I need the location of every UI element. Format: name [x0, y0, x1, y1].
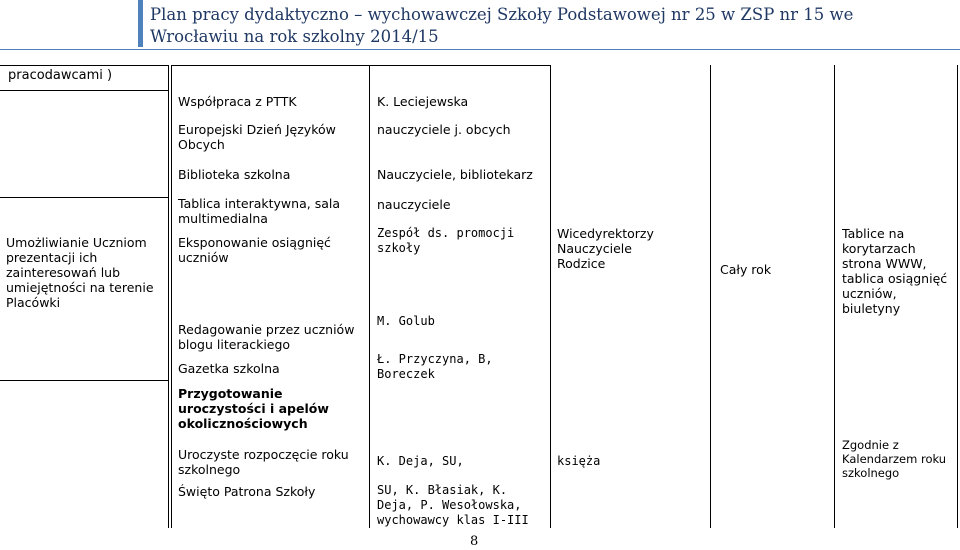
grid-line — [834, 65, 835, 528]
responsible-person: K. Leciejewska — [377, 94, 469, 109]
grid-line — [550, 65, 551, 528]
grid-line — [710, 65, 711, 528]
task-item: Współpraca z PTTK — [178, 94, 297, 109]
task-item: Tablica interaktywna, sala multimedialna — [178, 196, 340, 226]
responsible-person: Ł. Przyczyna, B, Boreczek — [377, 352, 493, 381]
grid-line — [0, 65, 168, 66]
task-item: Święto Patrona Szkoły — [178, 484, 316, 499]
responsible-person: nauczyciele j. obcych — [377, 122, 511, 137]
header-divider — [0, 49, 960, 50]
task-item: Redagowanie przez uczniów blogu literackiego — [178, 322, 355, 352]
goal-cell: Umożliwianie Uczniom prezentacji ich zainteresowań lub umiejętności na terenie Placówki — [6, 235, 154, 310]
grid-line — [0, 380, 168, 381]
task-item: Eksponowanie osiągnięć uczniów — [178, 235, 331, 265]
task-item: Uroczyste rozpoczęcie roku szkolnego — [178, 447, 349, 477]
responsible-person: nauczyciele — [377, 197, 451, 212]
grid-line — [369, 65, 370, 528]
page-header — [0, 0, 960, 48]
responsible-person: M. Golub — [377, 314, 435, 328]
grid-line — [168, 65, 169, 528]
responsible-person: Zespół ds. promocji szkoły — [377, 226, 515, 255]
grid-line — [0, 90, 168, 91]
term-cell: Cały rok — [720, 262, 772, 277]
header-accent-bar — [138, 0, 143, 47]
partners-cell: Wicedyrektorzy Nauczyciele Rodzice — [557, 226, 654, 271]
responsible-person: SU, K. Błasiak, K. Deja, P. Wesołowska, wychowawcy klas I-III — [377, 483, 529, 527]
grid-line — [957, 65, 958, 528]
task-item: Biblioteka szkolna — [178, 167, 291, 182]
evaluation-cell: Tablice na korytarzach strona WWW, tablica osiągnięć uczniów, biuletyny — [842, 226, 948, 316]
document-title: Plan pracy dydaktyczno – wychowawczej Szkoły Podstawowej nr 25 w ZSP nr 15 we Wrocławiu na rok szkolny 2014/15 — [150, 5, 854, 46]
task-item-heading: Przygotowanie uroczystości i apelów okolicznościowych — [178, 386, 329, 431]
task-item: Gazetka szkolna — [178, 361, 280, 376]
top-left-fragment: pracodawcami ) — [8, 68, 113, 83]
page-number: 8 — [470, 534, 479, 549]
partners-cell: księża — [557, 454, 601, 468]
grid-line — [171, 65, 369, 66]
responsible-person: Nauczyciele, bibliotekarz — [377, 167, 533, 182]
grid-line — [370, 65, 550, 66]
task-item: Europejski Dzień Języków Obcych — [178, 122, 336, 152]
responsible-person: K. Deja, SU, — [377, 454, 464, 468]
grid-line — [171, 65, 172, 528]
evaluation-cell: Zgodnie z Kalendarzem roku szkolnego — [842, 438, 947, 480]
grid-line — [0, 197, 168, 198]
